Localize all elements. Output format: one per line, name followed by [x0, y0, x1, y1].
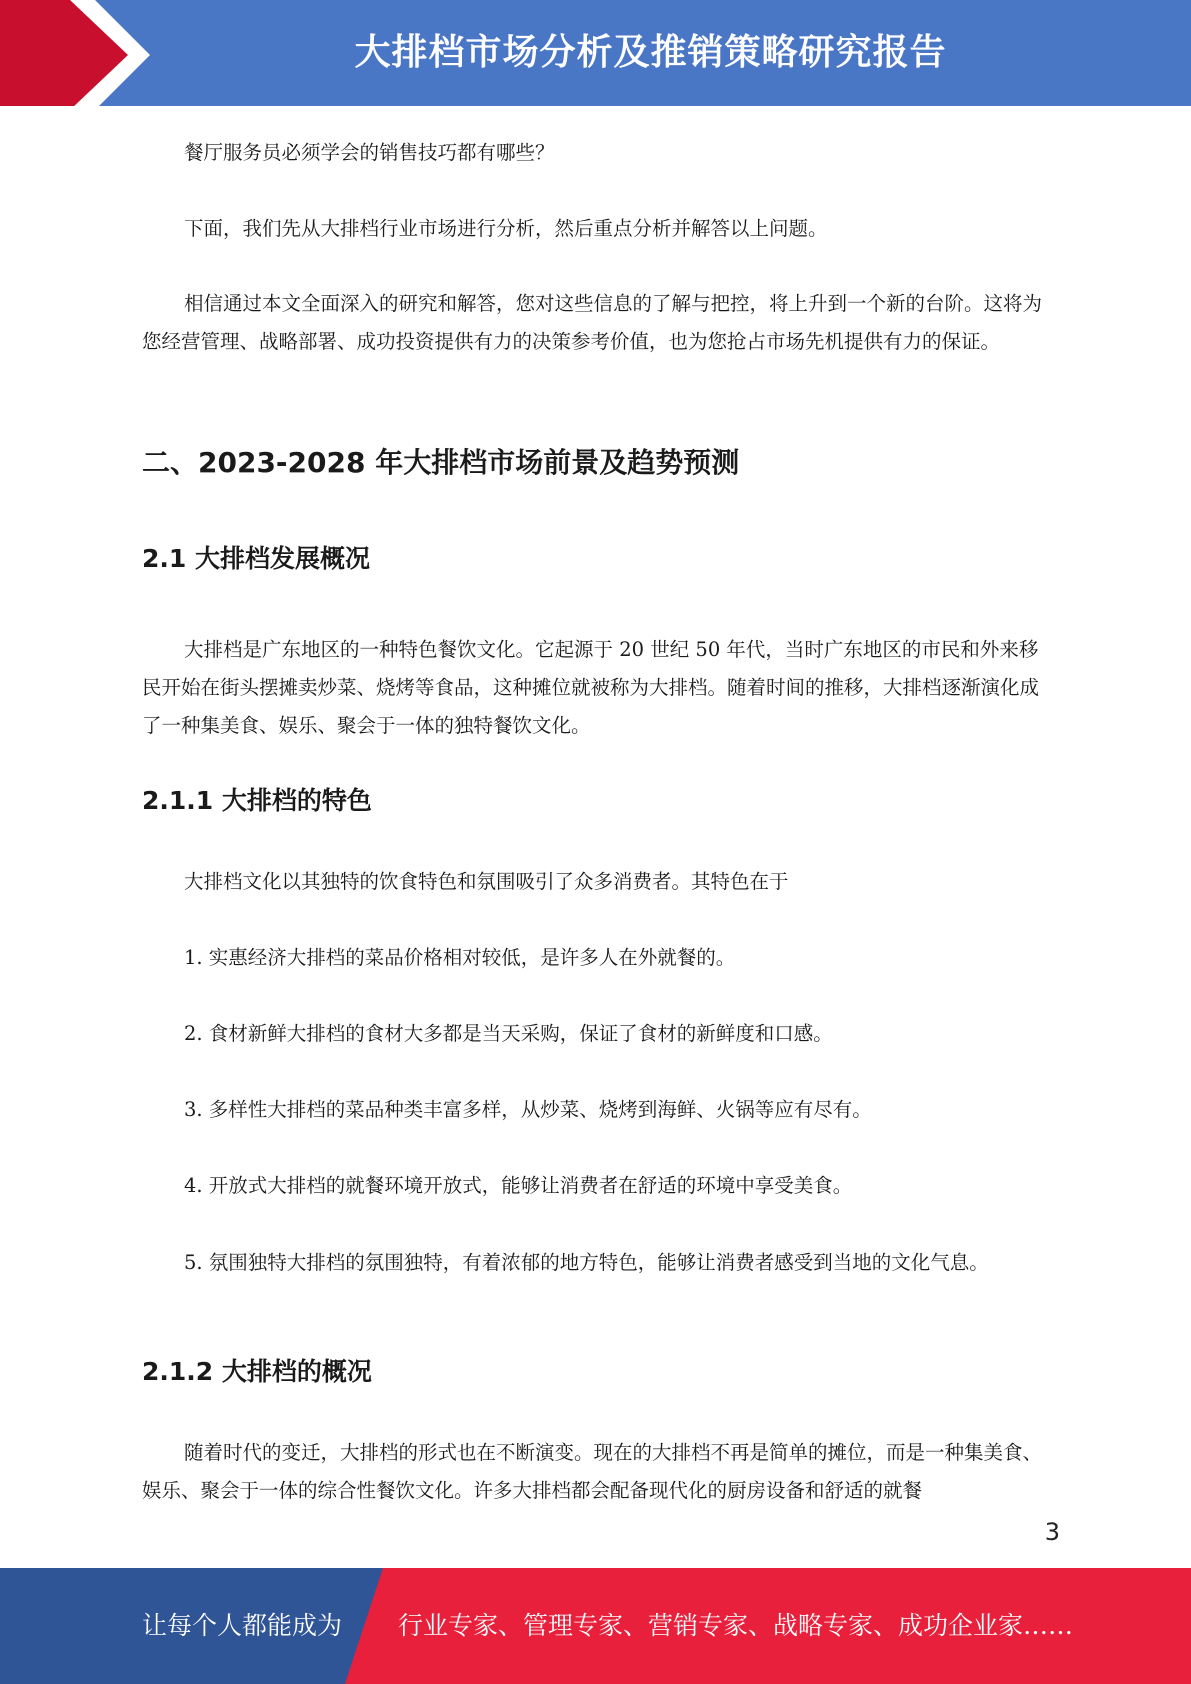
- section-heading: 二、2023-2028 年大排档市场前景及趋势预测: [142, 446, 740, 479]
- paragraph: 下面，我们先从大排档行业市场进行分析，然后重点分析并解答以上问题。: [184, 217, 828, 240]
- page-number: 3: [1044, 1518, 1060, 1546]
- footer-slogan-left: 让每个人都能成为: [142, 1611, 343, 1640]
- subsection-heading: 2.1.2 大排档的概况: [142, 1357, 372, 1386]
- list-item: 1. 实惠经济大排档的菜品价格相对较低，是许多人在外就餐的。: [184, 946, 736, 969]
- list-item: 3. 多样性大排档的菜品种类丰富多样，从炒菜、烧烤到海鲜、火锅等应有尽有。: [184, 1098, 872, 1121]
- page-footer: [0, 1568, 1191, 1684]
- report-title: 大排档市场分析及推销策略研究报告: [354, 32, 947, 73]
- footer-slogan-right: 行业专家、管理专家、营销专家、战略专家、成功企业家……: [398, 1611, 1074, 1640]
- paragraph: 餐厅服务员必须学会的销售技巧都有哪些？: [184, 141, 555, 164]
- paragraph: 大排档是广东地区的一种特色餐饮文化。它起源于 20 世纪 50 年代，当时广东地区的市民和外来移民开始在街头摆摊卖炒菜、烧烤等食品，这种摊位就被称为大排档。随着时间的推移，大排档逐渐演化成了一种集美食、娱乐、聚会于一体的独特餐饮文化。: [142, 638, 1040, 737]
- list-item: 4. 开放式大排档的就餐环境开放式，能够让消费者在舒适的环境中享受美食。: [184, 1174, 853, 1197]
- paragraph: 大排档文化以其独特的饮食特色和氛围吸引了众多消费者。其特色在于: [184, 870, 789, 893]
- subsection-heading: 2.1.1 大排档的特色: [142, 786, 372, 815]
- page-header: [0, 0, 1191, 110]
- subsection-heading: 2.1 大排档发展概况: [142, 544, 370, 573]
- list-item: 5. 氛围独特大排档的氛围独特，有着浓郁的地方特色，能够让消费者感受到当地的文化气息。: [184, 1251, 989, 1274]
- list-item: 2. 食材新鲜大排档的食材大多都是当天采购，保证了食材的新鲜度和口感。: [184, 1022, 833, 1045]
- paragraph: 随着时代的变迁，大排档的形式也在不断演变。现在的大排档不再是简单的摊位，而是一种集美食、娱乐、聚会于一体的综合性餐饮文化。许多大排档都会配备现代化的厨房设备和舒适的就餐: [142, 1441, 1043, 1502]
- paragraph: 相信通过本文全面深入的研究和解答，您对这些信息的了解与把控，将上升到一个新的台阶。这将为您经营管理、战略部署、成功投资提供有力的决策参考价值，也为您抢占市场先机提供有力的保证。: [142, 292, 1043, 353]
